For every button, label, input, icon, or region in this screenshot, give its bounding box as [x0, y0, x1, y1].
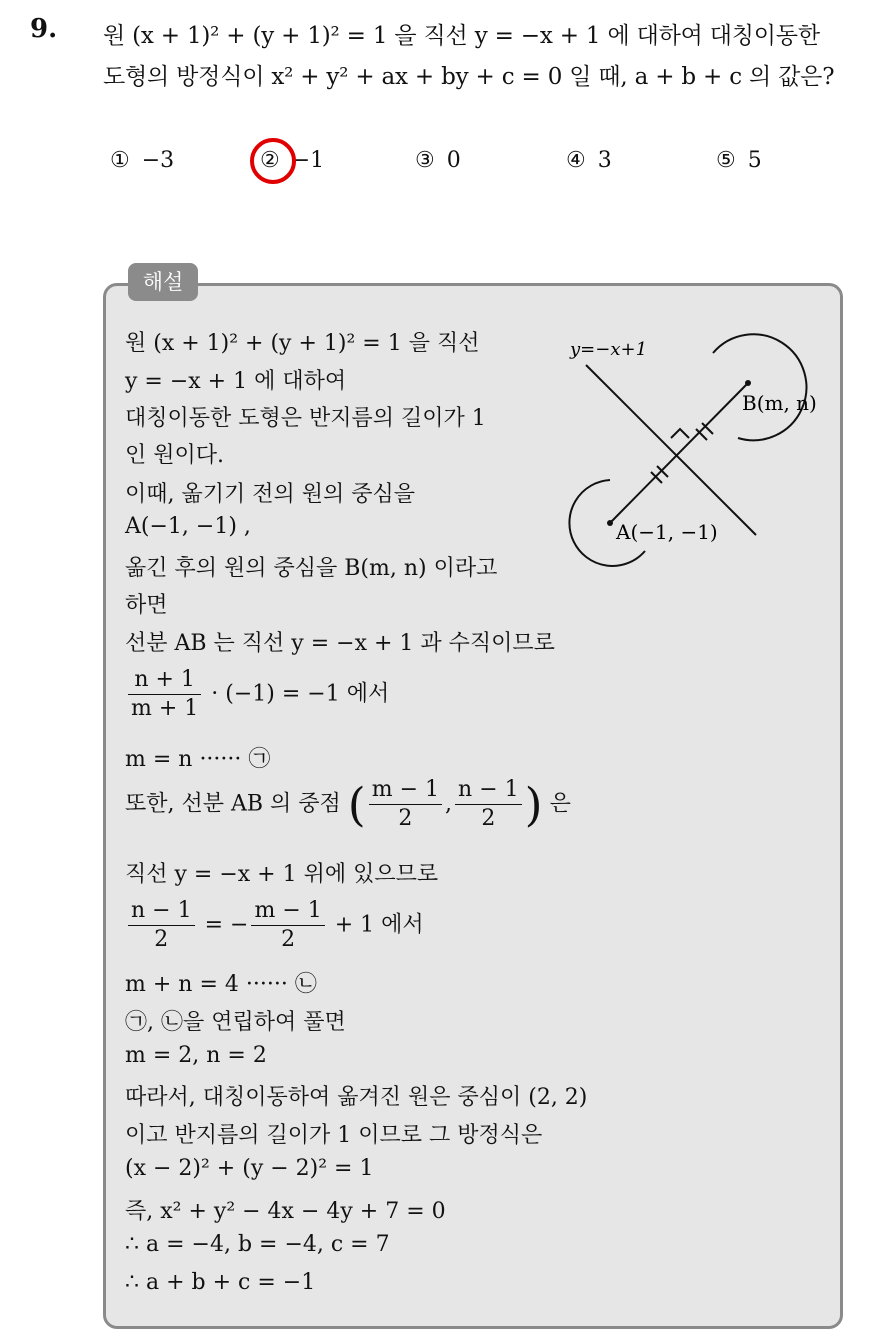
midpoint-equation: 또한, 선분 AB 의 중점 ( $\frac{m - 1}{2}$ , $\frac{n - 1}{2}$ ) 은: [125, 777, 571, 832]
choice-3-number: ③: [415, 148, 435, 173]
choice-1-value: −3: [141, 148, 175, 173]
question-text-line-2: 도형의 방정식이 x² + y² + ax + by + c = 0 일 때, a + b + c 의 값은?: [103, 64, 835, 90]
choice-4-number: ④: [566, 148, 586, 173]
solution-line: 옮긴 후의 원의 중심을 B(m, n) 이라고: [125, 556, 498, 581]
solution-line: 직선 y = −x + 1 위에 있으므로: [125, 862, 439, 887]
fraction: $\frac{n + 1}{m + 1}$: [128, 666, 201, 723]
reflection-diagram: [556, 325, 840, 583]
fraction: $\frac{n - 1}{2}$: [128, 897, 195, 954]
tick-mark: [657, 466, 668, 477]
slope-equation: $\frac{n + 1}{m + 1}$ · (−1) = −1 에서: [125, 666, 389, 723]
point-a-label: A(−1, −1): [616, 520, 718, 544]
solution-line: 이때, 옮기기 전의 원의 중심을: [125, 482, 415, 507]
answer-circle-mark: [250, 138, 296, 184]
solution-line: 즉, x² + y² − 4x − 4y + 7 = 0: [125, 1199, 446, 1224]
solution-line: 따라서, 대칭이동하여 옮겨진 원은 중심이 (2, 2): [125, 1085, 588, 1110]
choice-4-value: 3: [597, 148, 612, 173]
segment-ab: [610, 383, 748, 523]
solution-line: 원 (x + 1)² + (y + 1)² = 1 을 직선: [125, 331, 480, 356]
solution-line: ㉠, ㉡을 연립하여 풀면: [125, 1010, 346, 1035]
circle-b: [713, 334, 806, 440]
choice-5-value: 5: [747, 148, 762, 173]
line-equation: $\frac{n - 1}{2}$ = − $\frac{m - 1}{2}$ + 1 에서: [125, 897, 424, 954]
solution-line: m + n = 4 ······ ㉡: [125, 972, 317, 997]
solution-line: 선분 AB 는 직선 y = −x + 1 과 수직이므로: [125, 631, 555, 656]
solution-line: 하면: [125, 593, 168, 618]
solution-line: y = −x + 1 에 대하여: [125, 369, 347, 394]
solution-line: 대칭이동한 도형은 반지름의 길이가 1: [125, 406, 486, 431]
solution-line: 이고 반지름의 길이가 1 이므로 그 방정식은: [125, 1123, 543, 1148]
solution-line: m = 2, n = 2: [125, 1043, 267, 1068]
solution-line: ∴ a = −4, b = −4, c = 7: [125, 1232, 390, 1257]
solution-line: A(−1, −1) ,: [125, 514, 251, 539]
fraction: $\frac{m - 1}{2}$: [369, 776, 442, 833]
question-text-line-1: 원 (x + 1)² + (y + 1)² = 1 을 직선 y = −x + 1 에 대하여 대칭이동한: [103, 23, 820, 49]
choice-1[interactable]: [110, 148, 174, 173]
solution-line: (x − 2)² + (y − 2)² = 1: [125, 1156, 374, 1181]
tick-mark: [651, 472, 662, 483]
line-label: y=−x+1: [570, 339, 648, 360]
choice-4[interactable]: [566, 148, 612, 173]
fraction: $\frac{n - 1}{2}$: [455, 776, 522, 833]
point-a: [607, 520, 613, 526]
solution-line: 인 원이다.: [125, 443, 224, 468]
choice-2-number: ②: [260, 148, 280, 173]
solution-line: ∴ a + b + c = −1: [125, 1270, 316, 1295]
line-y-eq-neg-x-plus-1: [586, 365, 756, 535]
choice-3-value: 0: [446, 148, 461, 173]
choice-2-value: −1: [291, 148, 325, 173]
right-angle-mark: [671, 429, 689, 438]
choice-5-number: ⑤: [716, 148, 736, 173]
fraction: $\frac{m - 1}{2}$: [251, 897, 324, 954]
point-b: [745, 380, 751, 386]
choice-5[interactable]: [716, 148, 762, 173]
point-b-label: B(m, n): [742, 391, 817, 415]
choice-3[interactable]: [415, 148, 461, 173]
solution-tag: 해설: [128, 263, 198, 301]
choice-1-number: ①: [110, 148, 130, 173]
solution-line: m = n ······ ㉠: [125, 747, 271, 772]
question-number: 9.: [30, 14, 58, 44]
